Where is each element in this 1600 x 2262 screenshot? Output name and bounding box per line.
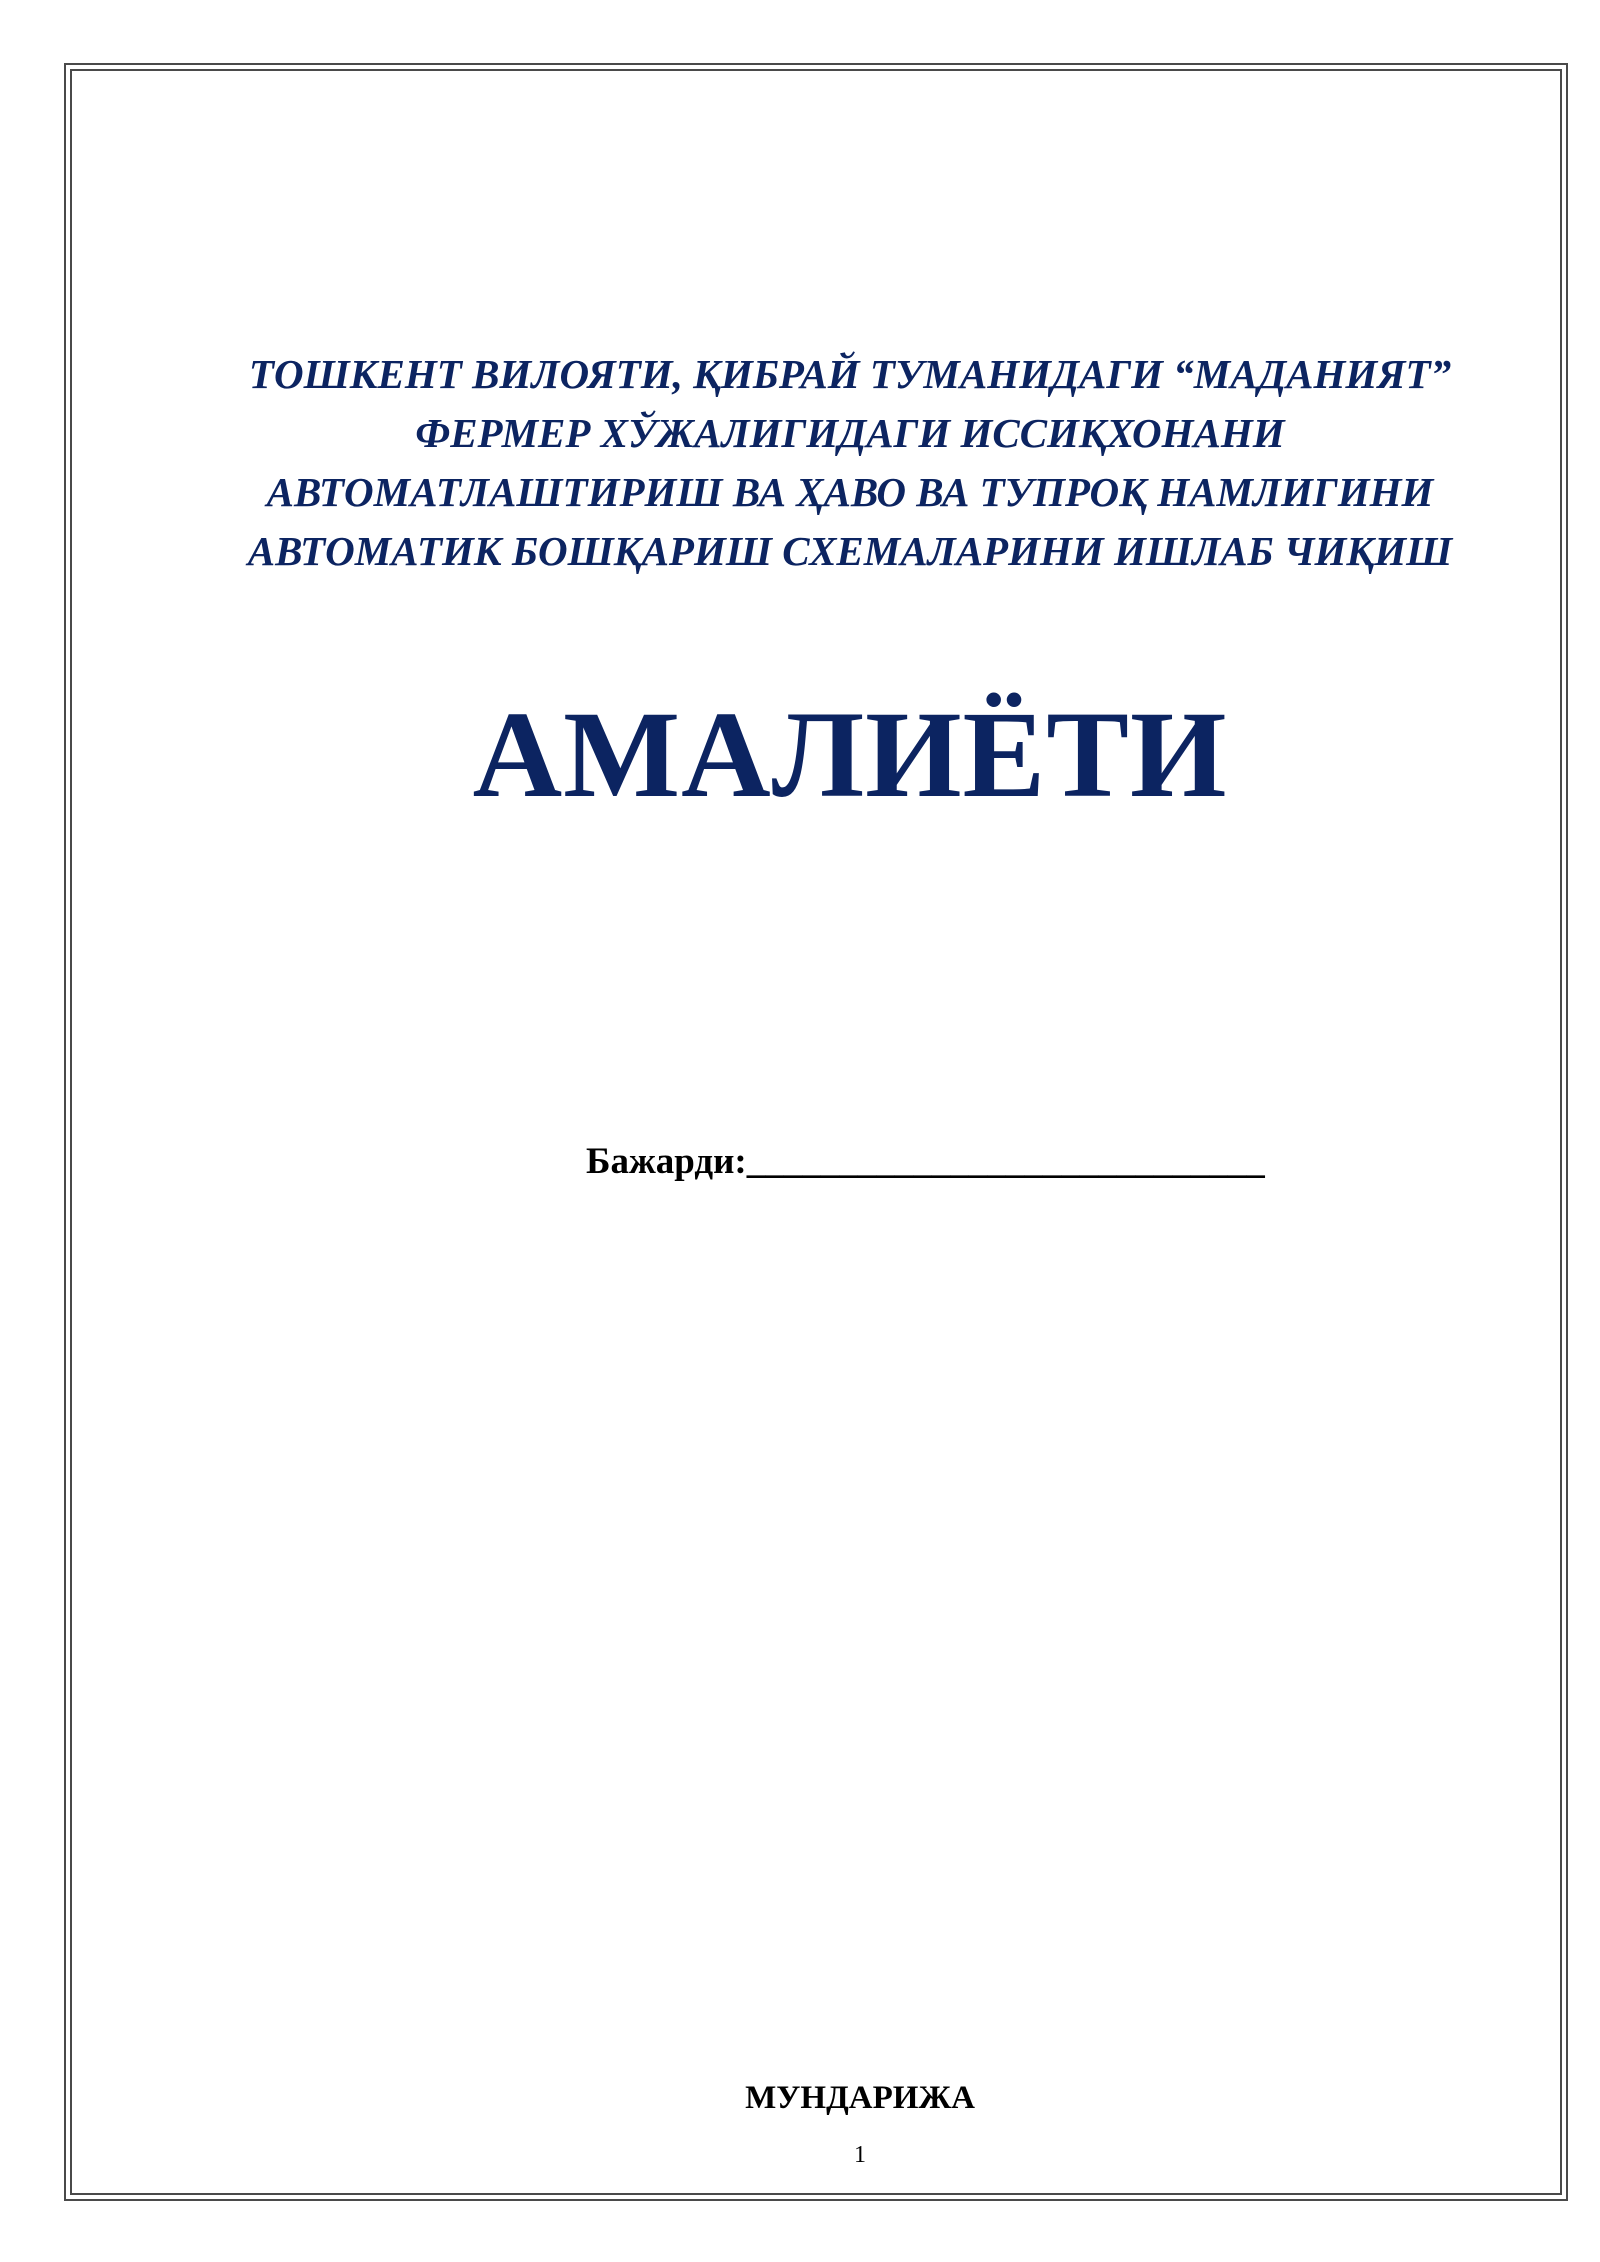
project-title-line-4: АВТОМАТИК БОШҚАРИШ СХЕМАЛАРИНИ ИШЛАБ ЧИҚИШ [247, 528, 1453, 574]
table-of-contents-heading: МУНДАРИЖА [745, 2080, 975, 2116]
project-title-line-3: АВТОМАТЛАШТИРИШ ВА ҲАВО ВА ТУПРОҚ НАМЛИГИНИ [266, 469, 1434, 515]
project-title [150, 345, 1550, 581]
project-title-line-2: ФЕРМЕР ХЎЖАЛИГИДАГИ ИССИҚХОНАНИ [415, 410, 1285, 456]
performer-field: Бажарди:____________________________ [586, 1141, 1265, 1182]
document-type-heading: АМАЛИЁТИ [472, 686, 1228, 823]
project-title-line-1: ТОШКЕНТ ВИЛОЯТИ, ҚИБРАЙ ТУМАНИДАГИ “МАДАНИЯТ” [248, 351, 1452, 397]
page-number: 1 [854, 2142, 866, 2168]
